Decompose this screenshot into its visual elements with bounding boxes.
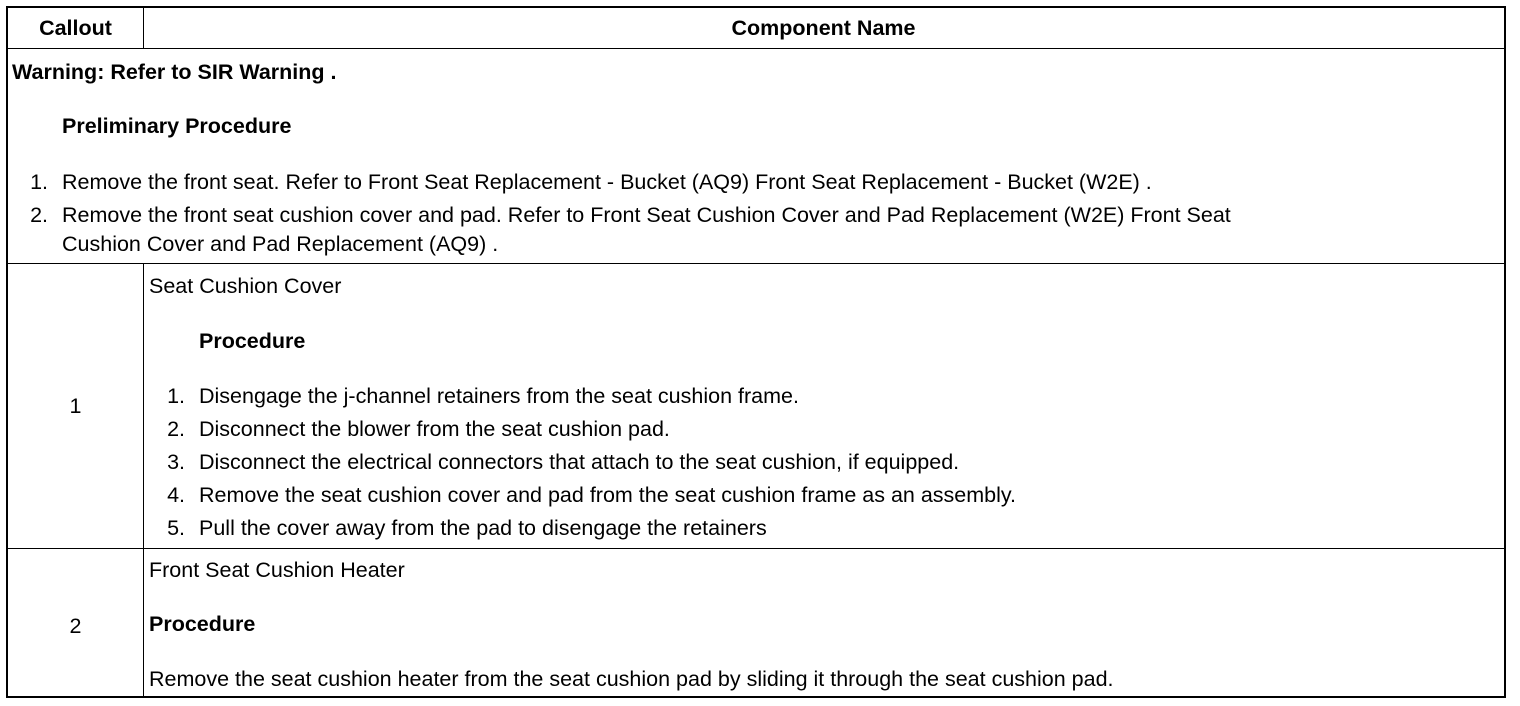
row-1-step-4-text: Remove the seat cushion cover and pad from the seat cushion frame as an assembly. [199,483,1017,507]
row-1-step-5-number: 5. [167,516,185,540]
row-1-step-2-text: Disconnect the blower from the seat cushion pad. [199,417,670,441]
preliminary-bottom-line [8,263,1504,264]
header-divider [143,8,144,48]
row-1-procedure-title: Procedure [199,329,306,353]
row-1-step-1-text: Disengage the j-channel retainers from the seat cushion frame. [199,384,799,408]
prelim-step-2-text-line-1: Remove the front seat cushion cover and pad. Refer to Front Seat Cushion Cover and Pad Replacement (W2E) Front Seat [62,203,1231,227]
prelim-step-2-text-line-2: Cushion Cover and Pad Replacement (AQ9) . [62,232,499,256]
row-2-divider [143,548,144,698]
row-1-divider [143,263,144,548]
row-1-step-4-number: 4. [167,483,185,507]
prelim-step-1-number: 1. [30,170,48,194]
row-1-step-3-number: 3. [167,450,185,474]
header-callout: Callout [39,16,112,40]
warning-text: Warning: Refer to SIR Warning . [12,60,337,84]
row-1-step-2-number: 2. [167,417,185,441]
row-2-procedure-title: Procedure [149,612,256,636]
row-1-bottom-line [8,548,1504,549]
row-2-title: Front Seat Cushion Heater [149,558,405,582]
preliminary-procedure-title: Preliminary Procedure [62,114,292,138]
row-1-step-1-number: 1. [167,384,185,408]
row-2-callout: 2 [69,614,82,638]
row-2-text: Remove the seat cushion heater from the seat cushion pad by sliding it through the seat cushion pad. [149,667,1114,691]
procedure-table [6,6,1506,698]
row-1-title: Seat Cushion Cover [149,274,342,298]
row-1-step-5-text: Pull the cover away from the pad to disengage the retainers [199,516,767,540]
prelim-step-1-text: Remove the front seat. Refer to Front Seat Replacement - Bucket (AQ9) Front Seat Replacement - Bucket (W2E) . [62,170,1152,194]
prelim-step-2-number: 2. [30,203,48,227]
header-bottom-line [8,48,1504,49]
row-1-step-3-text: Disconnect the electrical connectors that attach to the seat cushion, if equipped. [199,450,960,474]
header-component-name: Component Name [731,16,916,40]
row-1-callout: 1 [69,394,82,418]
